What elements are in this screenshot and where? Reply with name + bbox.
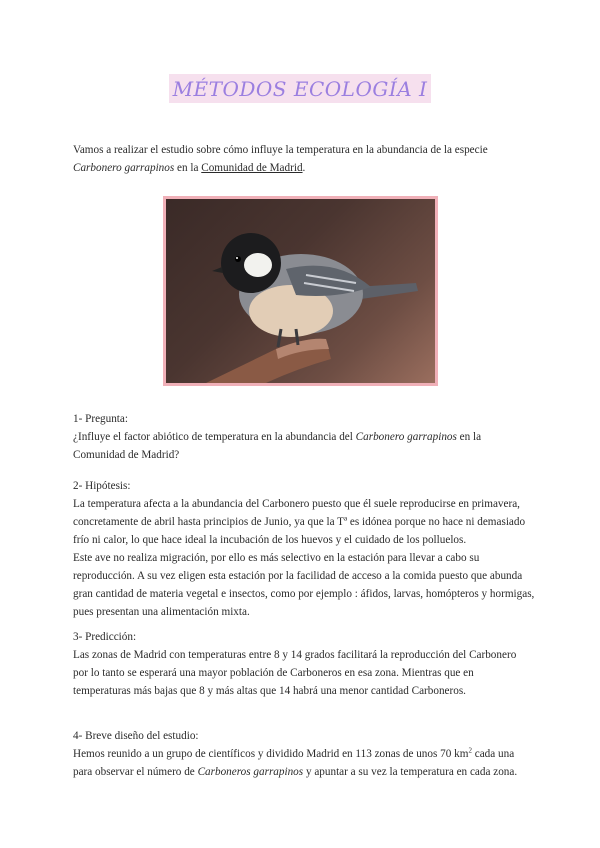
hipotesis-heading: 2- Hipótesis: — [73, 480, 131, 492]
coal-tit-illustration — [166, 199, 435, 383]
intro-paragraph — [73, 141, 543, 177]
prediccion-section — [73, 628, 531, 700]
pregunta-species: Carbonero garrapinos — [355, 431, 457, 443]
pregunta-text-end: en la Comunidad de Madrid? — [73, 431, 482, 461]
title-container — [0, 74, 600, 103]
intro-place: Comunidad de Madrid — [201, 162, 303, 174]
hipotesis-section — [73, 477, 535, 621]
bird-eye-highlight — [236, 257, 238, 259]
prediccion-text: Las zonas de Madrid con temperaturas entre 8 y 14 grados facilitará la reproducción del Carbonero por lo tanto se esperará una mayor población de Carboneros en esa zona. Mientras que en temperaturas más bajas que 8 y más altas que 14 habrá una menor cantidad Carboneros. — [73, 649, 517, 697]
intro-text: Vamos a realizar el estudio sobre cómo influye la temperatura en la abundancia de la especie — [73, 144, 488, 156]
diseno-heading: 4- Breve diseño del estudio: — [73, 730, 199, 742]
hipotesis-paragraph-1: La temperatura afecta a la abundancia del Carbonero puesto que él suele reproducirse en primavera, concretamente de abril hasta principios de Junio, ya que la Tª es idónea porque no hace ni demasiado frío ni calor, lo que hace ideal la incubación de los huevos y el cuidado de los polluelos. — [73, 498, 526, 546]
diseno-superscript: 2 — [468, 746, 472, 755]
document-title: MÉTODOS ECOLOGÍA I — [169, 74, 432, 103]
hipotesis-paragraph-2: Este ave no realiza migración, por ello es más selectivo en la estación para llevar a cabo su reproducción. A su vez eligen esta estación por la facilidad de acceso a la comida puesto que abunda gran cantidad de materia vegetal e insectos, como por ejemplo : áfidos, larvas, homópteros y hormigas, pues presentan una alimentación mixta. — [73, 552, 535, 618]
intro-connector: en la — [174, 162, 202, 174]
diseno-species: Carboneros garrapinos — [197, 766, 304, 778]
bird-cheek — [244, 253, 272, 277]
diseno-section — [73, 727, 535, 781]
bird-eye — [235, 256, 241, 262]
pregunta-heading: 1- Pregunta: — [73, 413, 128, 425]
intro-end: . — [302, 162, 306, 174]
bird-beak — [212, 267, 223, 273]
intro-species: Carbonero garrapinos — [73, 162, 175, 174]
prediccion-heading: 3- Predicción: — [73, 631, 137, 643]
diseno-text-end: y apuntar a su vez la temperatura en cada zona. — [303, 766, 518, 778]
pregunta-text: ¿Influye el factor abiótico de temperatura en la abundancia del — [73, 431, 356, 443]
diseno-text: Hemos reunido a un grupo de científicos y dividido Madrid en 113 zonas de unos 70 km — [73, 748, 469, 760]
pregunta-section — [73, 410, 533, 464]
bird-photo — [163, 196, 438, 386]
diseno-text-mid: cada una para observar el número de — [73, 748, 515, 778]
